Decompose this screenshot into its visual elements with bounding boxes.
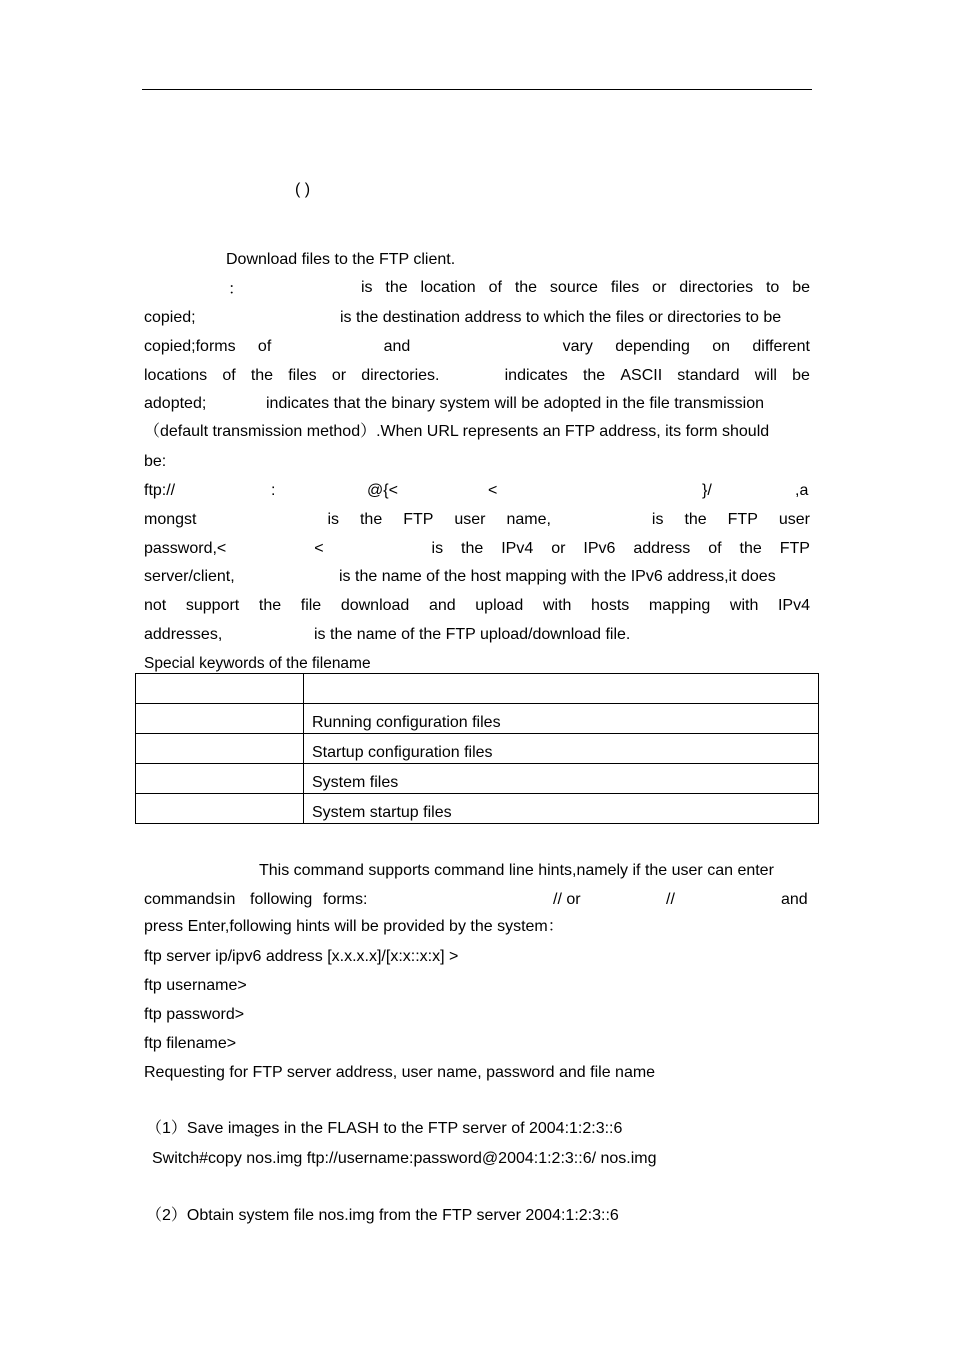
table-cell bbox=[136, 704, 304, 734]
url-amongst: ,a bbox=[795, 482, 809, 499]
param-line-1: is the location of the source files or directories to be bbox=[361, 279, 810, 296]
table-cell bbox=[136, 794, 304, 824]
table-row bbox=[136, 794, 819, 824]
usage-word: // or bbox=[553, 891, 581, 908]
table-row bbox=[136, 704, 819, 734]
param-line-11b: is the name of the host mapping with the IPv6 address,it does bbox=[339, 568, 776, 585]
prompt-server-address: ftp server ip/ipv6 address [x.x.x.x]/[x:x::x:x] > bbox=[144, 948, 459, 965]
table-cell: Startup configuration files bbox=[304, 734, 819, 764]
example-1-title: （1）Save images in the FLASH to the FTP server of 2004:1:2:3::6 bbox=[146, 1120, 623, 1137]
table-caption: Special keywords of the filename bbox=[144, 655, 371, 672]
param-line-13b: is the name of the FTP upload/download file. bbox=[314, 626, 631, 643]
table-row bbox=[136, 734, 819, 764]
url-ftp-prefix: ftp:// bbox=[144, 482, 176, 499]
table-cell bbox=[304, 674, 819, 704]
param-line-2a: copied; bbox=[144, 309, 196, 326]
usage-word: following bbox=[250, 891, 313, 908]
param-line-10: password,< < is the IPv4 or IPv6 address of the FTP bbox=[144, 540, 810, 557]
example-2-title: （2）Obtain system file nos.img from the FTP server 2004:1:2:3::6 bbox=[146, 1207, 619, 1224]
param-line-3: copied;forms of and vary depending on different bbox=[144, 338, 810, 355]
usage-word: forms: bbox=[323, 891, 368, 908]
url-at: @{< bbox=[367, 482, 398, 499]
table-row bbox=[136, 674, 819, 704]
prompt-password: ftp password> bbox=[144, 1006, 245, 1023]
param-line-5b: indicates that the binary system will be adopted in the file transmission bbox=[266, 395, 765, 412]
header-rule bbox=[142, 89, 812, 90]
url-lt: < bbox=[488, 482, 498, 499]
usage-line-3: press Enter,following hints will be provided by the system： bbox=[144, 918, 564, 935]
prompt-filename: ftp filename> bbox=[144, 1035, 237, 1052]
table-cell bbox=[136, 674, 304, 704]
url-colon: : bbox=[271, 482, 276, 499]
usage-line-1: This command supports command line hints,namely if the user can enter bbox=[259, 862, 774, 879]
param-line-6: （default transmission method）.When URL represents an FTP address, its form should bbox=[144, 423, 770, 440]
param-line-2b: is the destination address to which the files or directories to be bbox=[340, 309, 782, 326]
table-row bbox=[136, 764, 819, 794]
function-description: Download files to the FTP client. bbox=[226, 251, 456, 268]
table-cell: System files bbox=[304, 764, 819, 794]
keywords-table bbox=[135, 673, 819, 824]
usage-word: and bbox=[781, 891, 808, 908]
param-line-9: mongst is the FTP user name, is the FTP user bbox=[144, 511, 810, 528]
url-slash: }/ bbox=[702, 482, 712, 499]
param-line-7: be: bbox=[144, 453, 167, 470]
param-line-11a: server/client, bbox=[144, 568, 235, 585]
usage-summary: Requesting for FTP server address, user name, password and file name bbox=[144, 1064, 656, 1081]
usage-word: // bbox=[666, 891, 675, 908]
usage-word: in bbox=[223, 891, 236, 908]
table-cell: System startup files bbox=[304, 794, 819, 824]
table-cell bbox=[136, 764, 304, 794]
table-cell: Running configuration files bbox=[304, 704, 819, 734]
command-brackets: ( ) bbox=[295, 181, 311, 198]
prompt-username: ftp username> bbox=[144, 977, 247, 994]
param-line-4: locations of the files or directories. indicates the ASCII standard will be bbox=[144, 367, 810, 384]
example-1-command: Switch#copy nos.img ftp://username:password@2004:1:2:3::6/ nos.img bbox=[152, 1150, 657, 1167]
usage-word: commands bbox=[144, 891, 223, 908]
parameter-colon: ： bbox=[228, 281, 245, 298]
param-line-13a: addresses, bbox=[144, 626, 223, 643]
table-cell bbox=[136, 734, 304, 764]
param-line-5a: adopted; bbox=[144, 395, 207, 412]
param-line-12: not support the file download and upload with hosts mapping with IPv4 bbox=[144, 597, 810, 614]
